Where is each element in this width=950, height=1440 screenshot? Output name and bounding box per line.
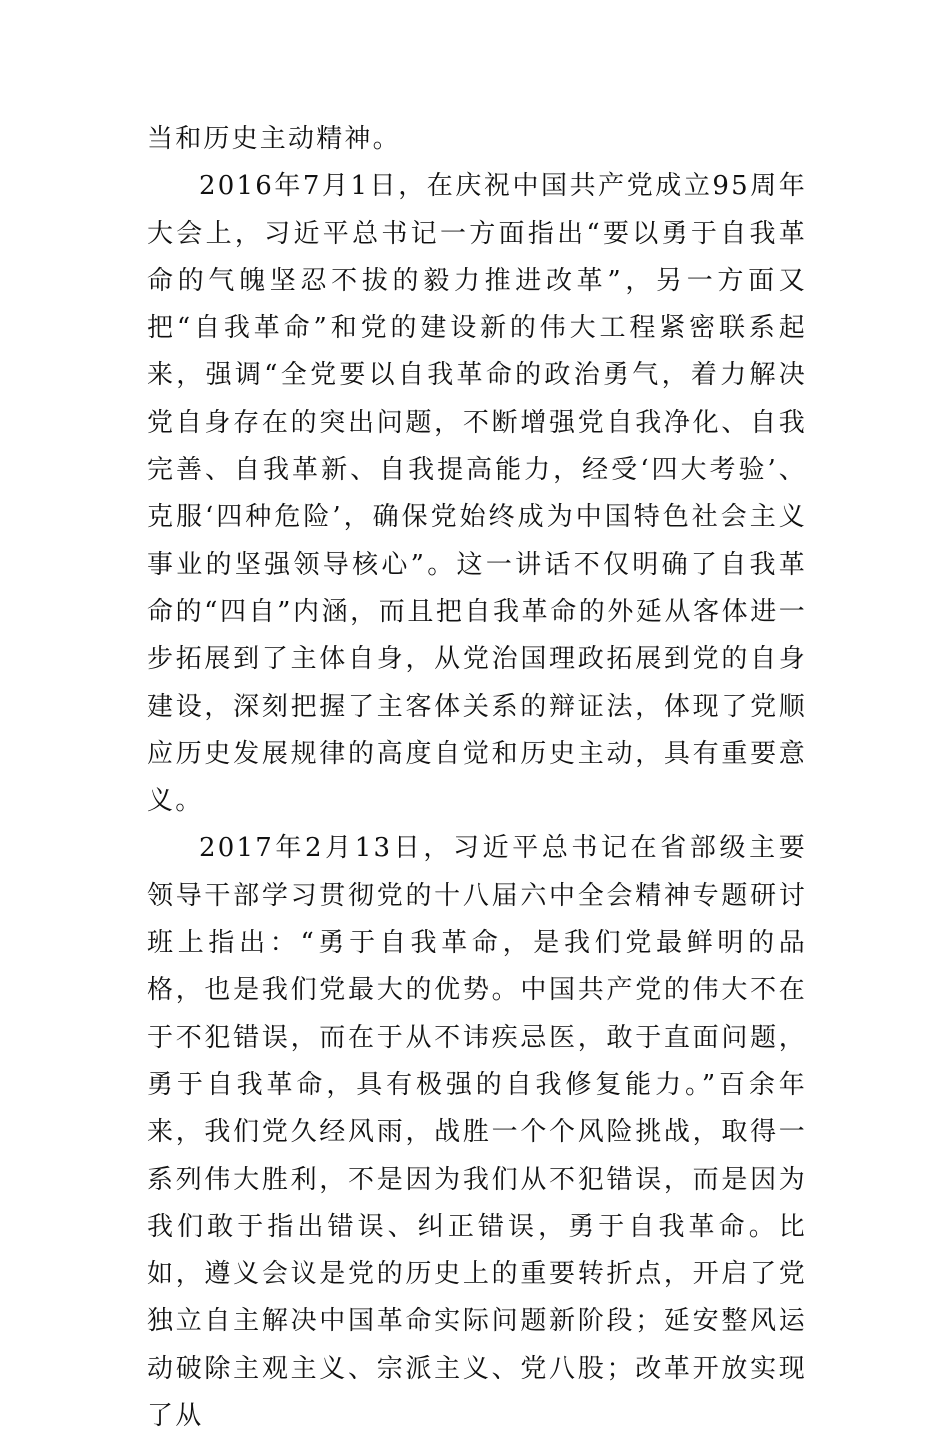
paragraph-2017: 2017年2月13日，习近平总书记在省部级主要领导干部学习贯彻党的十八届六中全会精神专题研讨班上指出：“勇于自我革命，是我们党最鲜明的品格，也是我们党最大的优势。中国共产党的伟大不在于不犯错误，而在于从不讳疾忌医，敢于直面问题，勇于自我革命，具有极强的自我修复能力。”百余年来，我们党久经风雨，战胜一个个风险挑战，取得一系列伟大胜利，不是因为我们从不犯错误，而是因为我们敢于指出错误、纠正错误，勇于自我革命。比如，遵义会议是党的历史上的重要转折点，开启了党独立自主解决中国革命实际问题新阶段；延安整风运动破除主观主义、宗派主义、党八股；改革开放实现了从 — [147, 833, 807, 1432]
paragraph-2016: 2016年7月1日，在庆祝中国共产党成立95周年大会上，习近平总书记一方面指出“要以勇于自我革命的气魄坚忍不拔的毅力推进改革”，另一方面又把“自我革命”和党的建设新的伟大工程紧密联系起来，强调“全党要以自我革命的政治勇气，着力解决党自身存在的突出问题，不断增强党自我净化、自我完善、自我革新、自我提高能力，经受‘四大考验’、克服‘四种危险’，确保党始终成为中国特色社会主义事业的坚强领导核心”。这一讲话不仅明确了自我革命的“四自”内涵，而且把自我革命的外延从客体进一步拓展到了主体自身，从党治国理政拓展到党的自身建设，深刻把握了主客体关系的辩证法，体现了党顺应历史发展规律的高度自觉和历史主动，具有重要意义。 — [147, 171, 807, 817]
paragraph-continuation: 当和历史主动精神。 — [147, 124, 401, 154]
body-text — [147, 116, 807, 1440]
